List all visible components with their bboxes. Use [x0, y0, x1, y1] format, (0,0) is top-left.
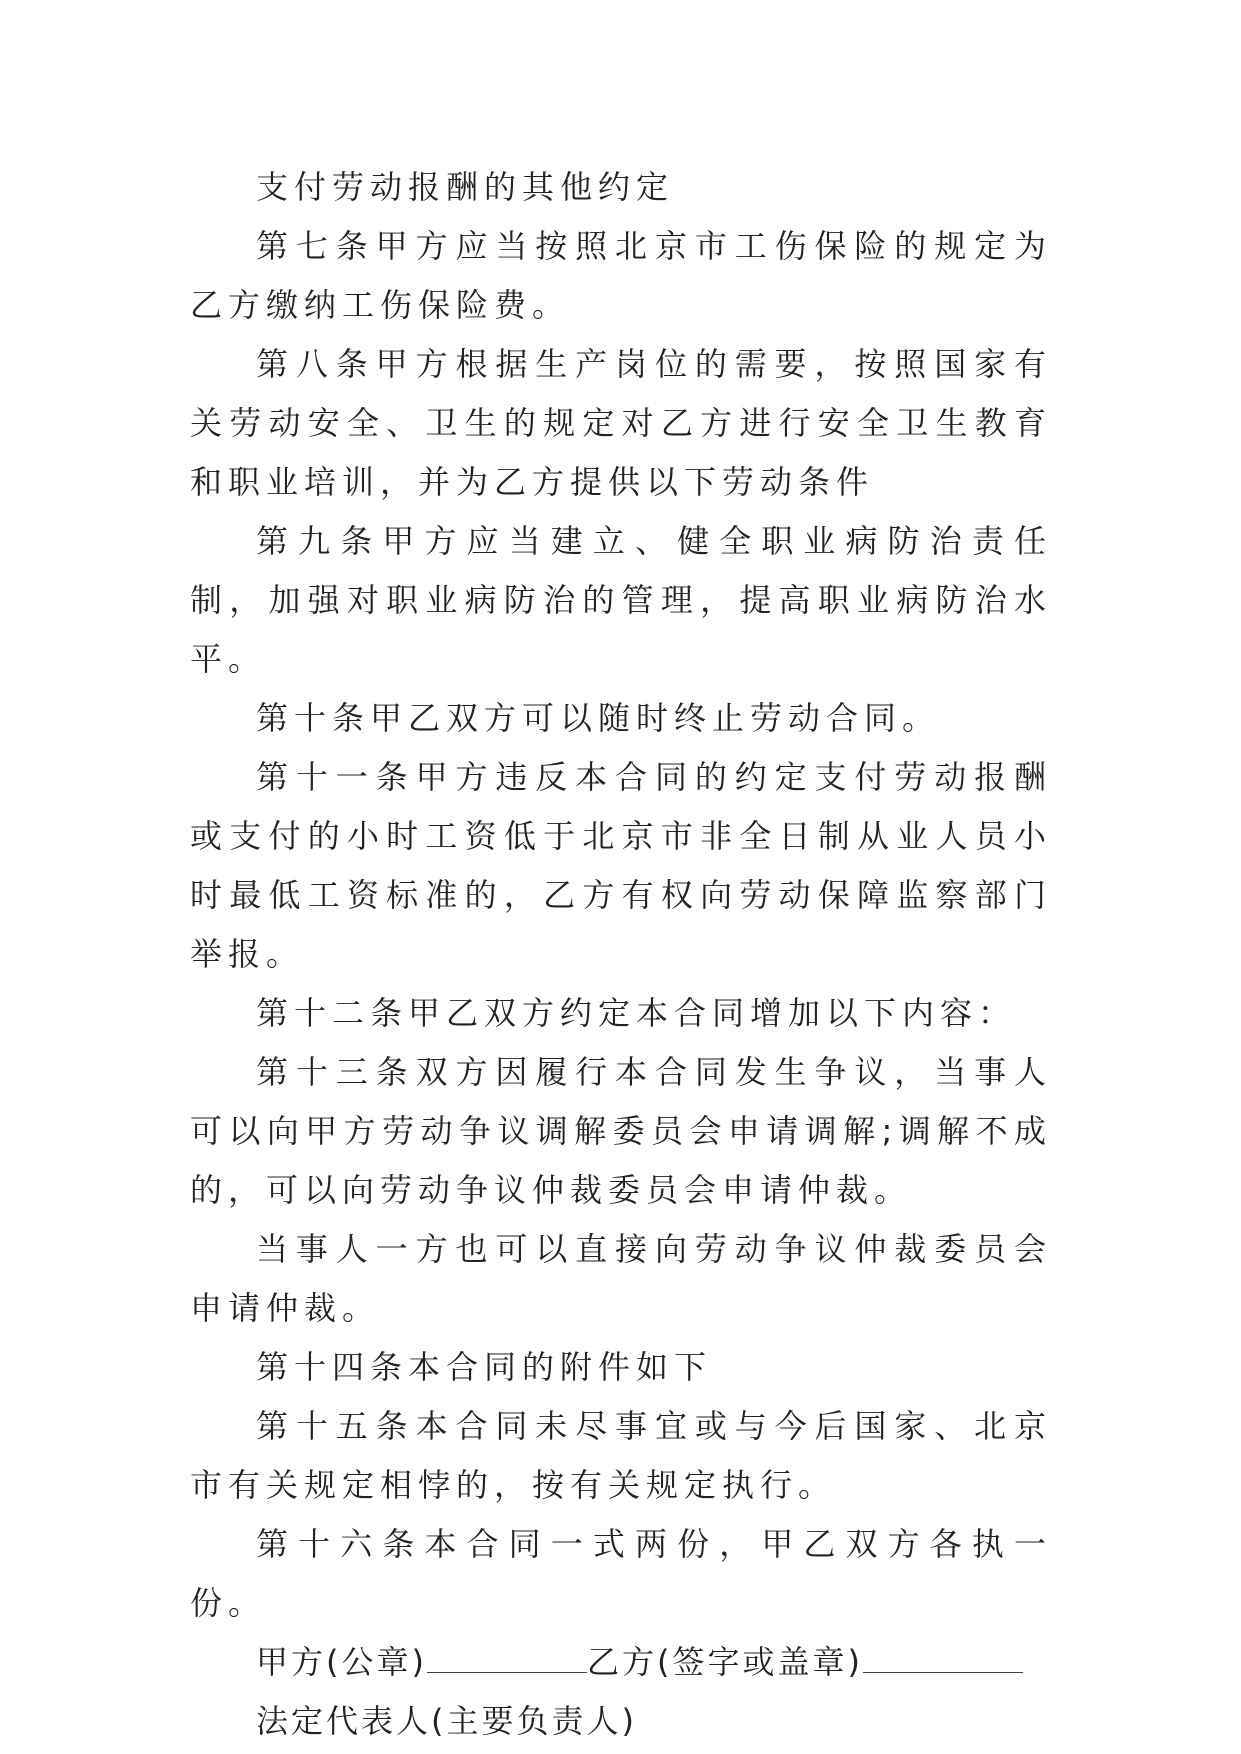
- paragraph-article-15: 第十五条本合同未尽事宜或与今后国家、北京市有关规定相悖的，按有关规定执行。: [190, 1407, 1052, 1504]
- paragraph-article-11: 第十一条甲方违反本合同的约定支付劳动报酬或支付的小时工资低于北京市非全日制从业人员小时最低工资标准的，乙方有权向劳动保障监察部门举报。: [190, 758, 1052, 973]
- legal-representative-line: [190, 1692, 1052, 1751]
- paragraph-arbitration-direct: 当事人一方也可以直接向劳动争议仲裁委员会申请仲裁。: [190, 1230, 1052, 1327]
- paragraph-article-9: 第九条甲方应当建立、健全职业病防治责任制，加强对职业病防治的管理，提高职业病防治水平。: [190, 522, 1052, 678]
- signature-line: [190, 1633, 1052, 1692]
- paragraph-article-8: 第八条甲方根据生产岗位的需要，按照国家有关劳动安全、卫生的规定对乙方进行安全卫生教育和职业培训，并为乙方提供以下劳动条件: [190, 345, 1052, 501]
- paragraph-article-10: 第十条甲乙双方可以随时终止劳动合同。: [256, 699, 941, 737]
- document-body: [190, 158, 1052, 1751]
- party-b-label: 乙方(签字或盖章): [586, 1643, 863, 1681]
- paragraph-other-payment-terms: 支付劳动报酬的其他约定: [256, 168, 675, 206]
- legal-rep-label: 法定代表人(主要负责人): [256, 1702, 637, 1740]
- party-a-label: 甲方(公章): [256, 1643, 427, 1681]
- paragraph-article-13: 第十三条双方因履行本合同发生争议，当事人可以向甲方劳动争议调解委员会申请调解;调解不成的，可以向劳动争议仲裁委员会申请仲裁。: [190, 1053, 1052, 1209]
- party-b-signature-blank: [863, 1642, 1023, 1673]
- party-a-signature-blank: [427, 1642, 587, 1673]
- paragraph-article-16: 第十六条本合同一式两份，甲乙双方各执一份。: [190, 1525, 1052, 1622]
- paragraph-article-12: 第十二条甲乙双方约定本合同增加以下内容：: [256, 994, 1017, 1032]
- paragraph-article-14: 第十四条本合同的附件如下: [256, 1348, 713, 1386]
- paragraph-article-7: 第七条甲方应当按照北京市工伤保险的规定为乙方缴纳工伤保险费。: [190, 227, 1052, 324]
